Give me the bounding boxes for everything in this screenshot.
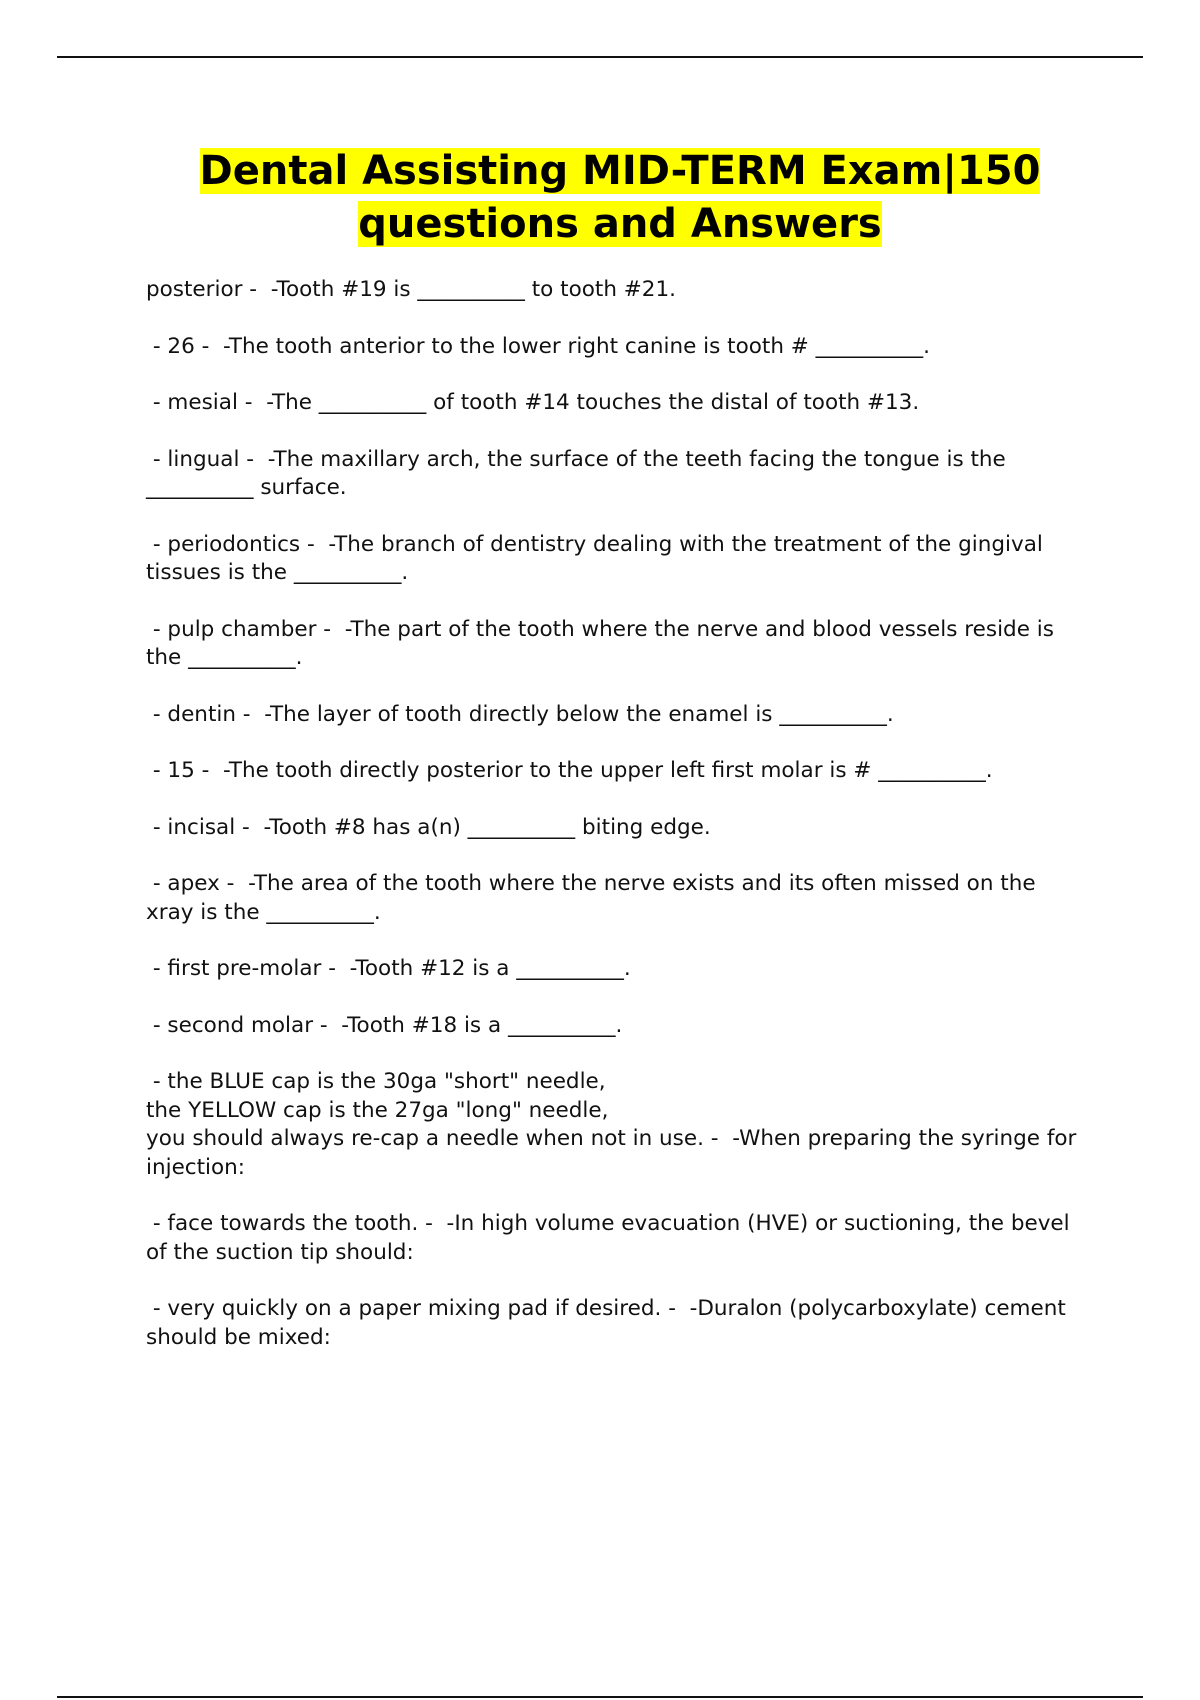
qa-item: - pulp chamber - -The part of the tooth where the nerve and blood vessels reside is the __________.	[146, 616, 1061, 670]
qa-item: - dentin - -The layer of tooth directly below the enamel is __________.	[146, 701, 894, 727]
qa-item: - very quickly on a paper mixing pad if desired. - -Duralon (polycarboxylate) cement should be mixed:	[146, 1296, 1073, 1350]
qa-item: - incisal - -Tooth #8 has a(n) __________ biting edge.	[146, 814, 711, 840]
qa-item: - second molar - -Tooth #18 is a __________.	[146, 1012, 623, 1038]
qa-list	[146, 276, 1086, 1380]
qa-item: - 26 - -The tooth anterior to the lower right canine is tooth # __________.	[146, 333, 930, 359]
document-title	[140, 145, 1100, 251]
title-line-2: questions and Answers	[358, 201, 882, 247]
title-line-1: Dental Assisting MID-TERM Exam|150	[199, 148, 1041, 194]
qa-item: - the BLUE cap is the 30ga "short" needle, the YELLOW cap is the 27ga "long" needle, you should always re-cap a needle when not in use. - -When preparing the syringe for injection:	[146, 1069, 1077, 1180]
qa-item: - apex - -The area of the tooth where the nerve exists and its often missed on the xray is the __________.	[146, 871, 1043, 925]
qa-item: - periodontics - -The branch of dentistry dealing with the treatment of the gingival tissues is the __________.	[146, 531, 1050, 585]
qa-item: - mesial - -The __________ of tooth #14 touches the distal of tooth #13.	[146, 390, 920, 415]
bottom-divider	[57, 1696, 1143, 1698]
qa-item: - face towards the tooth. - -In high volume evacuation (HVE) or suctioning, the bevel of the suction tip should:	[146, 1211, 1077, 1265]
qa-item: - 15 - -The tooth directly posterior to the upper left first molar is # __________.	[146, 758, 993, 783]
qa-item: - first pre-molar - -Tooth #12 is a __________.	[146, 956, 631, 981]
top-divider	[57, 56, 1143, 58]
qa-item: - lingual - -The maxillary arch, the surface of the teeth facing the tongue is the __________ surface.	[146, 446, 1013, 500]
qa-item: posterior - -Tooth #19 is __________ to tooth #21.	[146, 277, 676, 302]
